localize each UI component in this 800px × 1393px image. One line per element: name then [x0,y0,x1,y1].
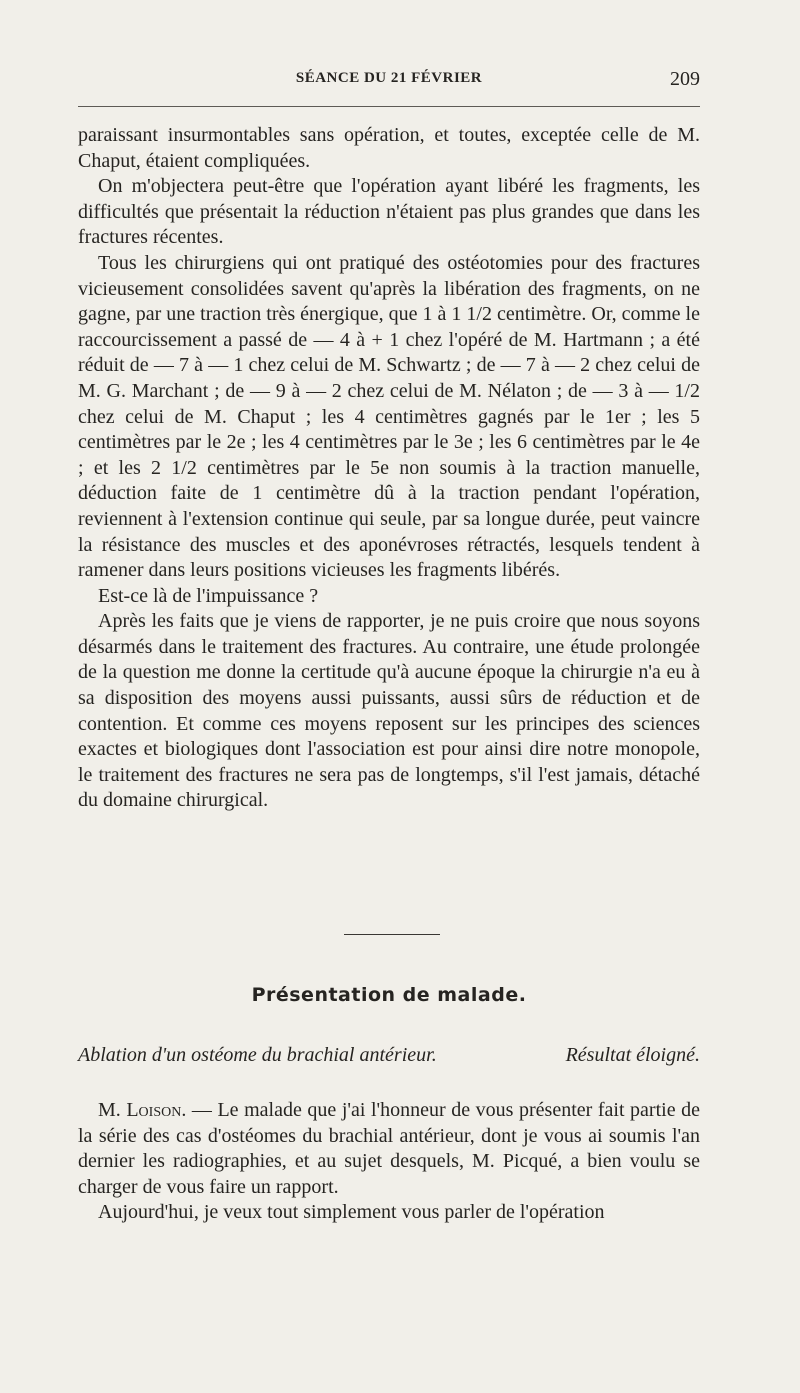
body-text [78,123,700,814]
paragraph [78,1098,700,1200]
section-divider [344,934,440,935]
paragraph: Est-ce là de l'impuissance ? [98,584,319,607]
subtitle-left: Ablation d'un ostéome du brachial antérieur. [78,1044,437,1066]
paragraph: Tous les chirurgiens qui ont pratiqué des ostéotomies pour des fractures vicieusement consolidées savent qu'après la libération des fragments, on ne gagne, par une traction très énergique, que 1 à 1 1/2 centimètre. Or, comme le raccourcissement a passé de — 4 à + 1 chez l'opéré de M. Hartmann ; a été réduit de — 7 à — 1 chez celui de M. Schwartz ; de — 7 à — 2 chez celui de M. G. Marchant ; de — 9 à — 2 chez celui de M. Nélaton ; de — 3 à — 1/2 chez celui de M. Chaput ; les 4 centimètres gagnés par le 1er ; les 5 centimètres par le 2e ; les 4 centimètres par le 3e ; les 6 centimètres par le 4e ; et les 2 1/2 centimètres par le 5e non soumis à la traction manuelle, déduction faite de 1 centimètre dû à la traction pendant l'opération, reviennent à l'extension continue qui seule, par sa longue durée, peut vaincre la résistance des muscles et des aponévroses rétractés, lesquels tendent à ramener dans leurs positions vicieuses les fragments libérés. [78,251,700,582]
subtitle-right: Résultat éloigné. [565,1044,700,1066]
section-body [78,1098,700,1226]
paragraph-text: — Le malade que j'ai l'honneur de vous présenter fait partie de la série des cas d'ostéomes du brachial antérieur, dont je vous ai soumis l'an dernier les radiographies, et au sujet desquels, M. Picqué, a bien voulu se charger de vous faire un rapport. [78,1099,701,1198]
page-number: 209 [670,68,700,90]
running-head-title: SÉANCE DU 21 FÉVRIER [295,70,483,86]
section-subtitle [78,1044,700,1067]
running-head [78,68,700,92]
speaker-name: M. Loison. [98,1099,187,1121]
paragraph: Après les faits que je viens de rapporter, je ne puis croire que nous soyons désarmés dans le traitement des fractures. Au contraire, une étude prolongée de la question me donne la certitude qu'à aucune époque la chirurgie n'a eu à sa disposition des moyens aussi puissants, aussi sûrs de réduction et de contention. Et comme ces moyens reposent sur les principes des sciences exactes et biologiques dont l'association est pour ainsi dire notre monopole, le traitement des fractures ne sera pas de longtemps, s'il l'est jamais, détaché du domaine chirurgical. [78,610,700,812]
section-title: Présentation de malade. [251,984,527,1006]
header-rule [78,106,700,107]
paragraph: paraissant insurmontables sans opération, et toutes, exceptée celle de M. Chaput, étaient compliquées. [78,124,700,172]
paragraph: On m'objectera peut-être que l'opération ayant libéré les fragments, les difficultés que présentait la réduction n'étaient pas plus grandes que dans les fractures récentes. [78,175,700,249]
paragraph: Aujourd'hui, je veux tout simplement vous parler de l'opération [98,1201,605,1224]
